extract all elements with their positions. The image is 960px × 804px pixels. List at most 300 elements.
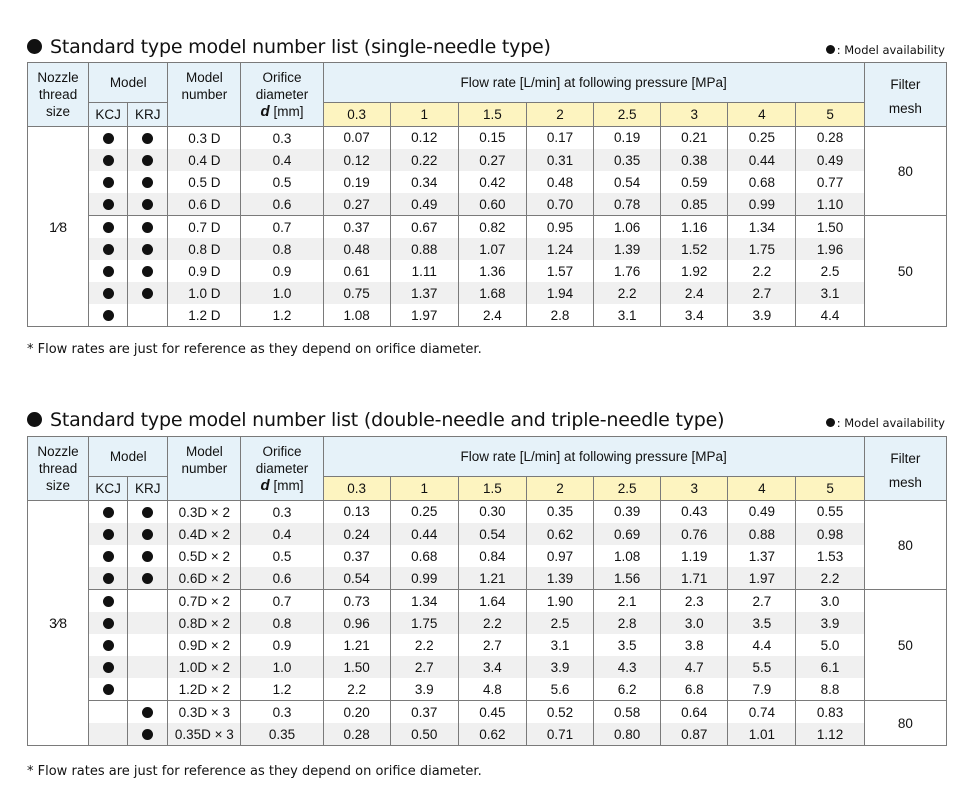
header-row <box>28 63 947 103</box>
model-number: 0.3D × 3 <box>168 701 241 724</box>
flow-rate-value: 0.21 <box>661 127 728 150</box>
flow-rate-value: 2.4 <box>458 304 526 327</box>
header-pressure-2: 2 <box>526 477 593 501</box>
kcj-availability <box>89 501 128 524</box>
flow-rate-value: 0.44 <box>390 523 458 545</box>
flow-rate-value: 4.7 <box>661 656 728 678</box>
flow-rate-value: 1.53 <box>796 545 864 567</box>
kcj-availability <box>89 545 128 567</box>
header-pressure-1: 1 <box>390 477 458 501</box>
flow-rate-value: 0.50 <box>390 723 458 746</box>
flow-rate-value: 2.7 <box>728 282 796 304</box>
flow-rate-value: 2.2 <box>458 612 526 634</box>
header-pressure-1.5: 1.5 <box>458 477 526 501</box>
krj-availability <box>128 149 168 171</box>
header-flow-rate: Flow rate [L/min] at following pressure [MPa] <box>323 63 864 103</box>
krj-availability <box>128 216 168 239</box>
availability-dot-icon <box>103 596 114 607</box>
header-model: Model <box>89 63 168 103</box>
availability-dot-icon <box>826 418 835 427</box>
filter-mesh: 80 <box>864 501 946 590</box>
model-number: 0.7 D <box>168 216 241 239</box>
bullet-icon <box>27 39 42 54</box>
krj-availability <box>128 723 168 746</box>
kcj-availability <box>89 238 128 260</box>
flow-rate-value: 4.4 <box>796 304 864 327</box>
flow-rate-value: 1.37 <box>390 282 458 304</box>
krj-availability <box>128 545 168 567</box>
availability-dot-icon <box>142 507 153 518</box>
orifice-diameter: 0.9 <box>241 634 323 656</box>
flow-rate-value: 0.54 <box>594 171 661 193</box>
krj-availability <box>128 193 168 216</box>
model-number: 0.7D × 2 <box>168 590 241 613</box>
table-row <box>28 304 947 327</box>
orifice-diameter: 0.3 <box>241 127 323 150</box>
model-number: 0.4 D <box>168 149 241 171</box>
flow-rate-value: 3.9 <box>390 678 458 701</box>
availability-dot-icon <box>103 177 114 188</box>
flow-rate-value: 0.60 <box>458 193 526 216</box>
flow-rate-value: 0.07 <box>323 127 390 150</box>
flow-rate-value: 1.90 <box>526 590 593 613</box>
orifice-diameter: 1.0 <box>241 282 323 304</box>
header-kcj: KCJ <box>89 103 128 127</box>
availability-dot-icon <box>103 507 114 518</box>
table-row <box>28 523 947 545</box>
flow-rate-value: 6.8 <box>661 678 728 701</box>
krj-availability <box>128 678 168 701</box>
flow-rate-value: 1.68 <box>458 282 526 304</box>
flow-rate-value: 0.78 <box>594 193 661 216</box>
flow-rate-value: 0.62 <box>458 723 526 746</box>
model-number: 0.9 D <box>168 260 241 282</box>
orifice-diameter: 0.8 <box>241 238 323 260</box>
flow-rate-value: 0.31 <box>526 149 593 171</box>
flow-rate-value: 2.1 <box>594 590 661 613</box>
flow-rate-value: 6.1 <box>796 656 864 678</box>
availability-dot-icon <box>103 640 114 651</box>
flow-rate-value: 3.0 <box>661 612 728 634</box>
flow-rate-value: 0.59 <box>661 171 728 193</box>
header-pressure-2.5: 2.5 <box>594 477 661 501</box>
flow-rate-value: 0.70 <box>526 193 593 216</box>
table-row <box>28 590 947 613</box>
flow-rate-value: 1.19 <box>661 545 728 567</box>
kcj-availability <box>89 149 128 171</box>
flow-rate-value: 2.8 <box>526 304 593 327</box>
flow-rate-value: 0.15 <box>458 127 526 150</box>
flow-rate-value: 8.8 <box>796 678 864 701</box>
flow-rate-value: 0.35 <box>526 501 593 524</box>
flow-rate-value: 3.9 <box>796 612 864 634</box>
flow-rate-value: 0.13 <box>323 501 390 524</box>
model-number: 0.8D × 2 <box>168 612 241 634</box>
flow-rate-value: 5.6 <box>526 678 593 701</box>
header-filter-mesh: Filter mesh <box>864 437 946 501</box>
model-number: 0.5D × 2 <box>168 545 241 567</box>
filter-mesh: 80 <box>864 701 946 746</box>
flow-rate-value: 1.10 <box>796 193 864 216</box>
flow-rate-value: 0.28 <box>323 723 390 746</box>
flow-rate-value: 3.1 <box>796 282 864 304</box>
nozzle-thread-size: 3⁄8 <box>28 501 89 746</box>
header-nozzle-thread-size: Nozzle thread size <box>28 63 89 127</box>
model-number: 0.6 D <box>168 193 241 216</box>
flow-rate-value: 0.48 <box>526 171 593 193</box>
kcj-availability <box>89 304 128 327</box>
availability-dot-icon <box>103 155 114 166</box>
flow-rate-value: 0.77 <box>796 171 864 193</box>
flow-rate-value: 3.9 <box>526 656 593 678</box>
flow-rate-value: 1.57 <box>526 260 593 282</box>
flow-rate-value: 7.9 <box>728 678 796 701</box>
availability-dot-icon <box>103 662 114 673</box>
flow-rate-value: 1.06 <box>594 216 661 239</box>
header-filter-mesh: Filter mesh <box>864 63 946 127</box>
header-model: Model <box>89 437 168 477</box>
flow-rate-value: 1.76 <box>594 260 661 282</box>
header-pressure-5: 5 <box>796 477 864 501</box>
flow-rate-value: 4.8 <box>458 678 526 701</box>
flow-rate-value: 0.69 <box>594 523 661 545</box>
availability-dot-icon <box>103 288 114 299</box>
flow-rate-value: 0.95 <box>526 216 593 239</box>
section-title: Standard type model number list (double-needle and triple-needle type) <box>27 406 724 434</box>
flow-rate-value: 4.4 <box>728 634 796 656</box>
flow-rate-value: 0.12 <box>390 127 458 150</box>
filter-mesh: 80 <box>864 127 946 216</box>
flow-rate-value: 3.4 <box>661 304 728 327</box>
header-model-number: Model number <box>168 63 241 127</box>
krj-availability <box>128 701 168 724</box>
kcj-availability <box>89 193 128 216</box>
flow-rate-value: 1.50 <box>323 656 390 678</box>
krj-availability <box>128 590 168 613</box>
flow-rate-value: 0.58 <box>594 701 661 724</box>
availability-dot-icon <box>103 244 114 255</box>
flow-rate-value: 0.55 <box>796 501 864 524</box>
table-row <box>28 634 947 656</box>
orifice-diameter: 0.7 <box>241 216 323 239</box>
header-model-number: Model number <box>168 437 241 501</box>
flow-rate-value: 0.17 <box>526 127 593 150</box>
flow-rate-value: 0.37 <box>390 701 458 724</box>
flow-rate-value: 1.52 <box>661 238 728 260</box>
flow-rate-value: 1.56 <box>594 567 661 590</box>
footnote: * Flow rates are just for reference as they depend on orifice diameter. <box>27 764 482 779</box>
flow-rate-value: 2.4 <box>661 282 728 304</box>
flow-rate-value: 0.96 <box>323 612 390 634</box>
flow-rate-value: 0.25 <box>728 127 796 150</box>
availability-dot-icon <box>142 244 153 255</box>
flow-rate-value: 0.37 <box>323 216 390 239</box>
nozzle-thread-size: 1⁄8 <box>28 127 89 327</box>
flow-rate-value: 2.2 <box>796 567 864 590</box>
flow-rate-value: 2.5 <box>526 612 593 634</box>
flow-rate-value: 4.3 <box>594 656 661 678</box>
multi-needle-table <box>27 436 947 746</box>
flow-rate-value: 0.88 <box>390 238 458 260</box>
flow-rate-value: 0.35 <box>594 149 661 171</box>
krj-availability <box>128 260 168 282</box>
table-row <box>28 282 947 304</box>
krj-availability <box>128 523 168 545</box>
flow-rate-value: 0.22 <box>390 149 458 171</box>
kcj-availability <box>89 567 128 590</box>
kcj-availability <box>89 216 128 239</box>
krj-availability <box>128 656 168 678</box>
flow-rate-value: 2.2 <box>390 634 458 656</box>
model-number: 0.9D × 2 <box>168 634 241 656</box>
flow-rate-value: 0.44 <box>728 149 796 171</box>
flow-rate-value: 3.5 <box>594 634 661 656</box>
flow-rate-value: 0.27 <box>458 149 526 171</box>
footnote: * Flow rates are just for reference as they depend on orifice diameter. <box>27 342 482 357</box>
flow-rate-value: 0.98 <box>796 523 864 545</box>
orifice-diameter: 0.4 <box>241 523 323 545</box>
flow-rate-value: 0.73 <box>323 590 390 613</box>
header-krj: KRJ <box>128 477 168 501</box>
availability-dot-icon <box>826 45 835 54</box>
orifice-diameter: 0.3 <box>241 701 323 724</box>
flow-rate-value: 0.87 <box>661 723 728 746</box>
header-pressure-3: 3 <box>661 477 728 501</box>
flow-rate-value: 0.99 <box>390 567 458 590</box>
availability-dot-icon <box>103 551 114 562</box>
model-number: 1.2D × 2 <box>168 678 241 701</box>
flow-rate-value: 1.71 <box>661 567 728 590</box>
flow-rate-value: 0.61 <box>323 260 390 282</box>
kcj-availability <box>89 171 128 193</box>
availability-dot-icon <box>142 199 153 210</box>
flow-rate-value: 0.38 <box>661 149 728 171</box>
availability-dot-icon <box>142 573 153 584</box>
flow-rate-value: 0.99 <box>728 193 796 216</box>
kcj-availability <box>89 282 128 304</box>
flow-rate-value: 0.43 <box>661 501 728 524</box>
model-number: 1.0D × 2 <box>168 656 241 678</box>
availability-dot-icon <box>103 199 114 210</box>
availability-dot-icon <box>142 266 153 277</box>
flow-rate-value: 0.88 <box>728 523 796 545</box>
header-orifice-diameter: Orifice diameter d [mm] <box>241 63 323 127</box>
flow-rate-value: 1.08 <box>594 545 661 567</box>
flow-rate-value: 1.39 <box>526 567 593 590</box>
filter-mesh: 50 <box>864 590 946 701</box>
flow-rate-value: 2.7 <box>458 634 526 656</box>
flow-rate-value: 3.1 <box>594 304 661 327</box>
orifice-diameter: 0.6 <box>241 567 323 590</box>
table-row <box>28 545 947 567</box>
flow-rate-value: 1.01 <box>728 723 796 746</box>
availability-dot-icon <box>142 707 153 718</box>
flow-rate-value: 0.12 <box>323 149 390 171</box>
table-row <box>28 501 947 524</box>
flow-rate-value: 3.5 <box>728 612 796 634</box>
header-pressure-1: 1 <box>390 103 458 127</box>
flow-rate-value: 0.54 <box>323 567 390 590</box>
header-row <box>28 103 947 127</box>
flow-rate-value: 1.24 <box>526 238 593 260</box>
kcj-availability <box>89 523 128 545</box>
header-row <box>28 477 947 501</box>
table-row <box>28 612 947 634</box>
flow-rate-value: 0.75 <box>323 282 390 304</box>
header-pressure-0.3: 0.3 <box>323 103 390 127</box>
flow-rate-value: 0.83 <box>796 701 864 724</box>
orifice-diameter: 1.2 <box>241 304 323 327</box>
header-kcj: KCJ <box>89 477 128 501</box>
table-row <box>28 238 947 260</box>
flow-rate-value: 1.08 <box>323 304 390 327</box>
flow-rate-value: 2.3 <box>661 590 728 613</box>
flow-rate-value: 1.94 <box>526 282 593 304</box>
flow-rate-value: 0.49 <box>796 149 864 171</box>
availability-dot-icon <box>103 573 114 584</box>
kcj-availability <box>89 127 128 150</box>
header-row <box>28 437 947 477</box>
flow-rate-value: 0.48 <box>323 238 390 260</box>
flow-rate-value: 1.07 <box>458 238 526 260</box>
flow-rate-value: 5.0 <box>796 634 864 656</box>
flow-rate-value: 1.39 <box>594 238 661 260</box>
kcj-availability <box>89 701 128 724</box>
availability-legend: : Model availability <box>826 416 945 430</box>
model-number: 1.0 D <box>168 282 241 304</box>
krj-availability <box>128 282 168 304</box>
model-number: 0.6D × 2 <box>168 567 241 590</box>
table-row <box>28 723 947 746</box>
flow-rate-value: 2.7 <box>390 656 458 678</box>
flow-rate-value: 0.49 <box>390 193 458 216</box>
flow-rate-value: 0.76 <box>661 523 728 545</box>
table-row <box>28 260 947 282</box>
kcj-availability <box>89 590 128 613</box>
flow-rate-value: 1.12 <box>796 723 864 746</box>
single-needle-table <box>27 62 947 327</box>
orifice-diameter: 1.2 <box>241 678 323 701</box>
model-number: 1.2 D <box>168 304 241 327</box>
flow-rate-value: 1.21 <box>458 567 526 590</box>
table-row <box>28 567 947 590</box>
header-orifice-diameter: Orifice diameter d [mm] <box>241 437 323 501</box>
model-number: 0.35D × 3 <box>168 723 241 746</box>
flow-rate-value: 0.82 <box>458 216 526 239</box>
orifice-diameter: 0.6 <box>241 193 323 216</box>
header-pressure-3: 3 <box>661 103 728 127</box>
krj-availability <box>128 567 168 590</box>
kcj-availability <box>89 634 128 656</box>
availability-dot-icon <box>142 529 153 540</box>
kcj-availability <box>89 656 128 678</box>
flow-rate-value: 0.39 <box>594 501 661 524</box>
krj-availability <box>128 304 168 327</box>
krj-availability <box>128 127 168 150</box>
header-pressure-2.5: 2.5 <box>594 103 661 127</box>
flow-rate-value: 0.67 <box>390 216 458 239</box>
section-title: Standard type model number list (single-needle type) <box>27 33 551 61</box>
flow-rate-value: 2.2 <box>728 260 796 282</box>
flow-rate-value: 3.8 <box>661 634 728 656</box>
flow-rate-value: 0.62 <box>526 523 593 545</box>
header-krj: KRJ <box>128 103 168 127</box>
flow-rate-value: 0.27 <box>323 193 390 216</box>
table-row <box>28 701 947 724</box>
flow-rate-value: 3.1 <box>526 634 593 656</box>
flow-rate-value: 1.11 <box>390 260 458 282</box>
header-flow-rate: Flow rate [L/min] at following pressure [MPa] <box>323 437 864 477</box>
model-number: 0.4D × 2 <box>168 523 241 545</box>
flow-rate-value: 5.5 <box>728 656 796 678</box>
orifice-diameter: 0.8 <box>241 612 323 634</box>
orifice-diameter: 0.5 <box>241 171 323 193</box>
model-number: 0.5 D <box>168 171 241 193</box>
table-row <box>28 193 947 216</box>
kcj-availability <box>89 723 128 746</box>
orifice-diameter: 0.9 <box>241 260 323 282</box>
krj-availability <box>128 501 168 524</box>
flow-rate-value: 1.37 <box>728 545 796 567</box>
orifice-diameter: 0.35 <box>241 723 323 746</box>
availability-dot-icon <box>142 177 153 188</box>
availability-dot-icon <box>142 551 153 562</box>
flow-rate-value: 0.80 <box>594 723 661 746</box>
bullet-icon <box>27 412 42 427</box>
header-pressure-4: 4 <box>728 103 796 127</box>
flow-rate-value: 1.21 <box>323 634 390 656</box>
flow-rate-value: 1.75 <box>390 612 458 634</box>
flow-rate-value: 0.68 <box>728 171 796 193</box>
header-nozzle-thread-size: Nozzle thread size <box>28 437 89 501</box>
flow-rate-value: 0.19 <box>594 127 661 150</box>
availability-dot-icon <box>103 310 114 321</box>
flow-rate-value: 3.9 <box>728 304 796 327</box>
flow-rate-value: 0.52 <box>526 701 593 724</box>
orifice-diameter: 0.3 <box>241 501 323 524</box>
header-pressure-4: 4 <box>728 477 796 501</box>
flow-rate-value: 0.42 <box>458 171 526 193</box>
flow-rate-value: 2.2 <box>594 282 661 304</box>
flow-rate-value: 1.16 <box>661 216 728 239</box>
availability-dot-icon <box>142 288 153 299</box>
table-row <box>28 127 947 150</box>
flow-rate-value: 2.2 <box>323 678 390 701</box>
filter-mesh: 50 <box>864 216 946 327</box>
availability-dot-icon <box>103 684 114 695</box>
flow-rate-value: 0.34 <box>390 171 458 193</box>
model-number: 0.3D × 2 <box>168 501 241 524</box>
kcj-availability <box>89 260 128 282</box>
flow-rate-value: 3.4 <box>458 656 526 678</box>
flow-rate-value: 3.0 <box>796 590 864 613</box>
header-pressure-5: 5 <box>796 103 864 127</box>
flow-rate-value: 1.96 <box>796 238 864 260</box>
orifice-diameter: 1.0 <box>241 656 323 678</box>
flow-rate-value: 1.36 <box>458 260 526 282</box>
header-pressure-0.3: 0.3 <box>323 477 390 501</box>
flow-rate-value: 0.20 <box>323 701 390 724</box>
flow-rate-value: 1.64 <box>458 590 526 613</box>
flow-rate-value: 0.71 <box>526 723 593 746</box>
orifice-diameter: 0.5 <box>241 545 323 567</box>
table-row <box>28 171 947 193</box>
kcj-availability <box>89 678 128 701</box>
flow-rate-value: 2.5 <box>796 260 864 282</box>
flow-rate-value: 0.74 <box>728 701 796 724</box>
flow-rate-value: 0.49 <box>728 501 796 524</box>
flow-rate-value: 1.34 <box>728 216 796 239</box>
